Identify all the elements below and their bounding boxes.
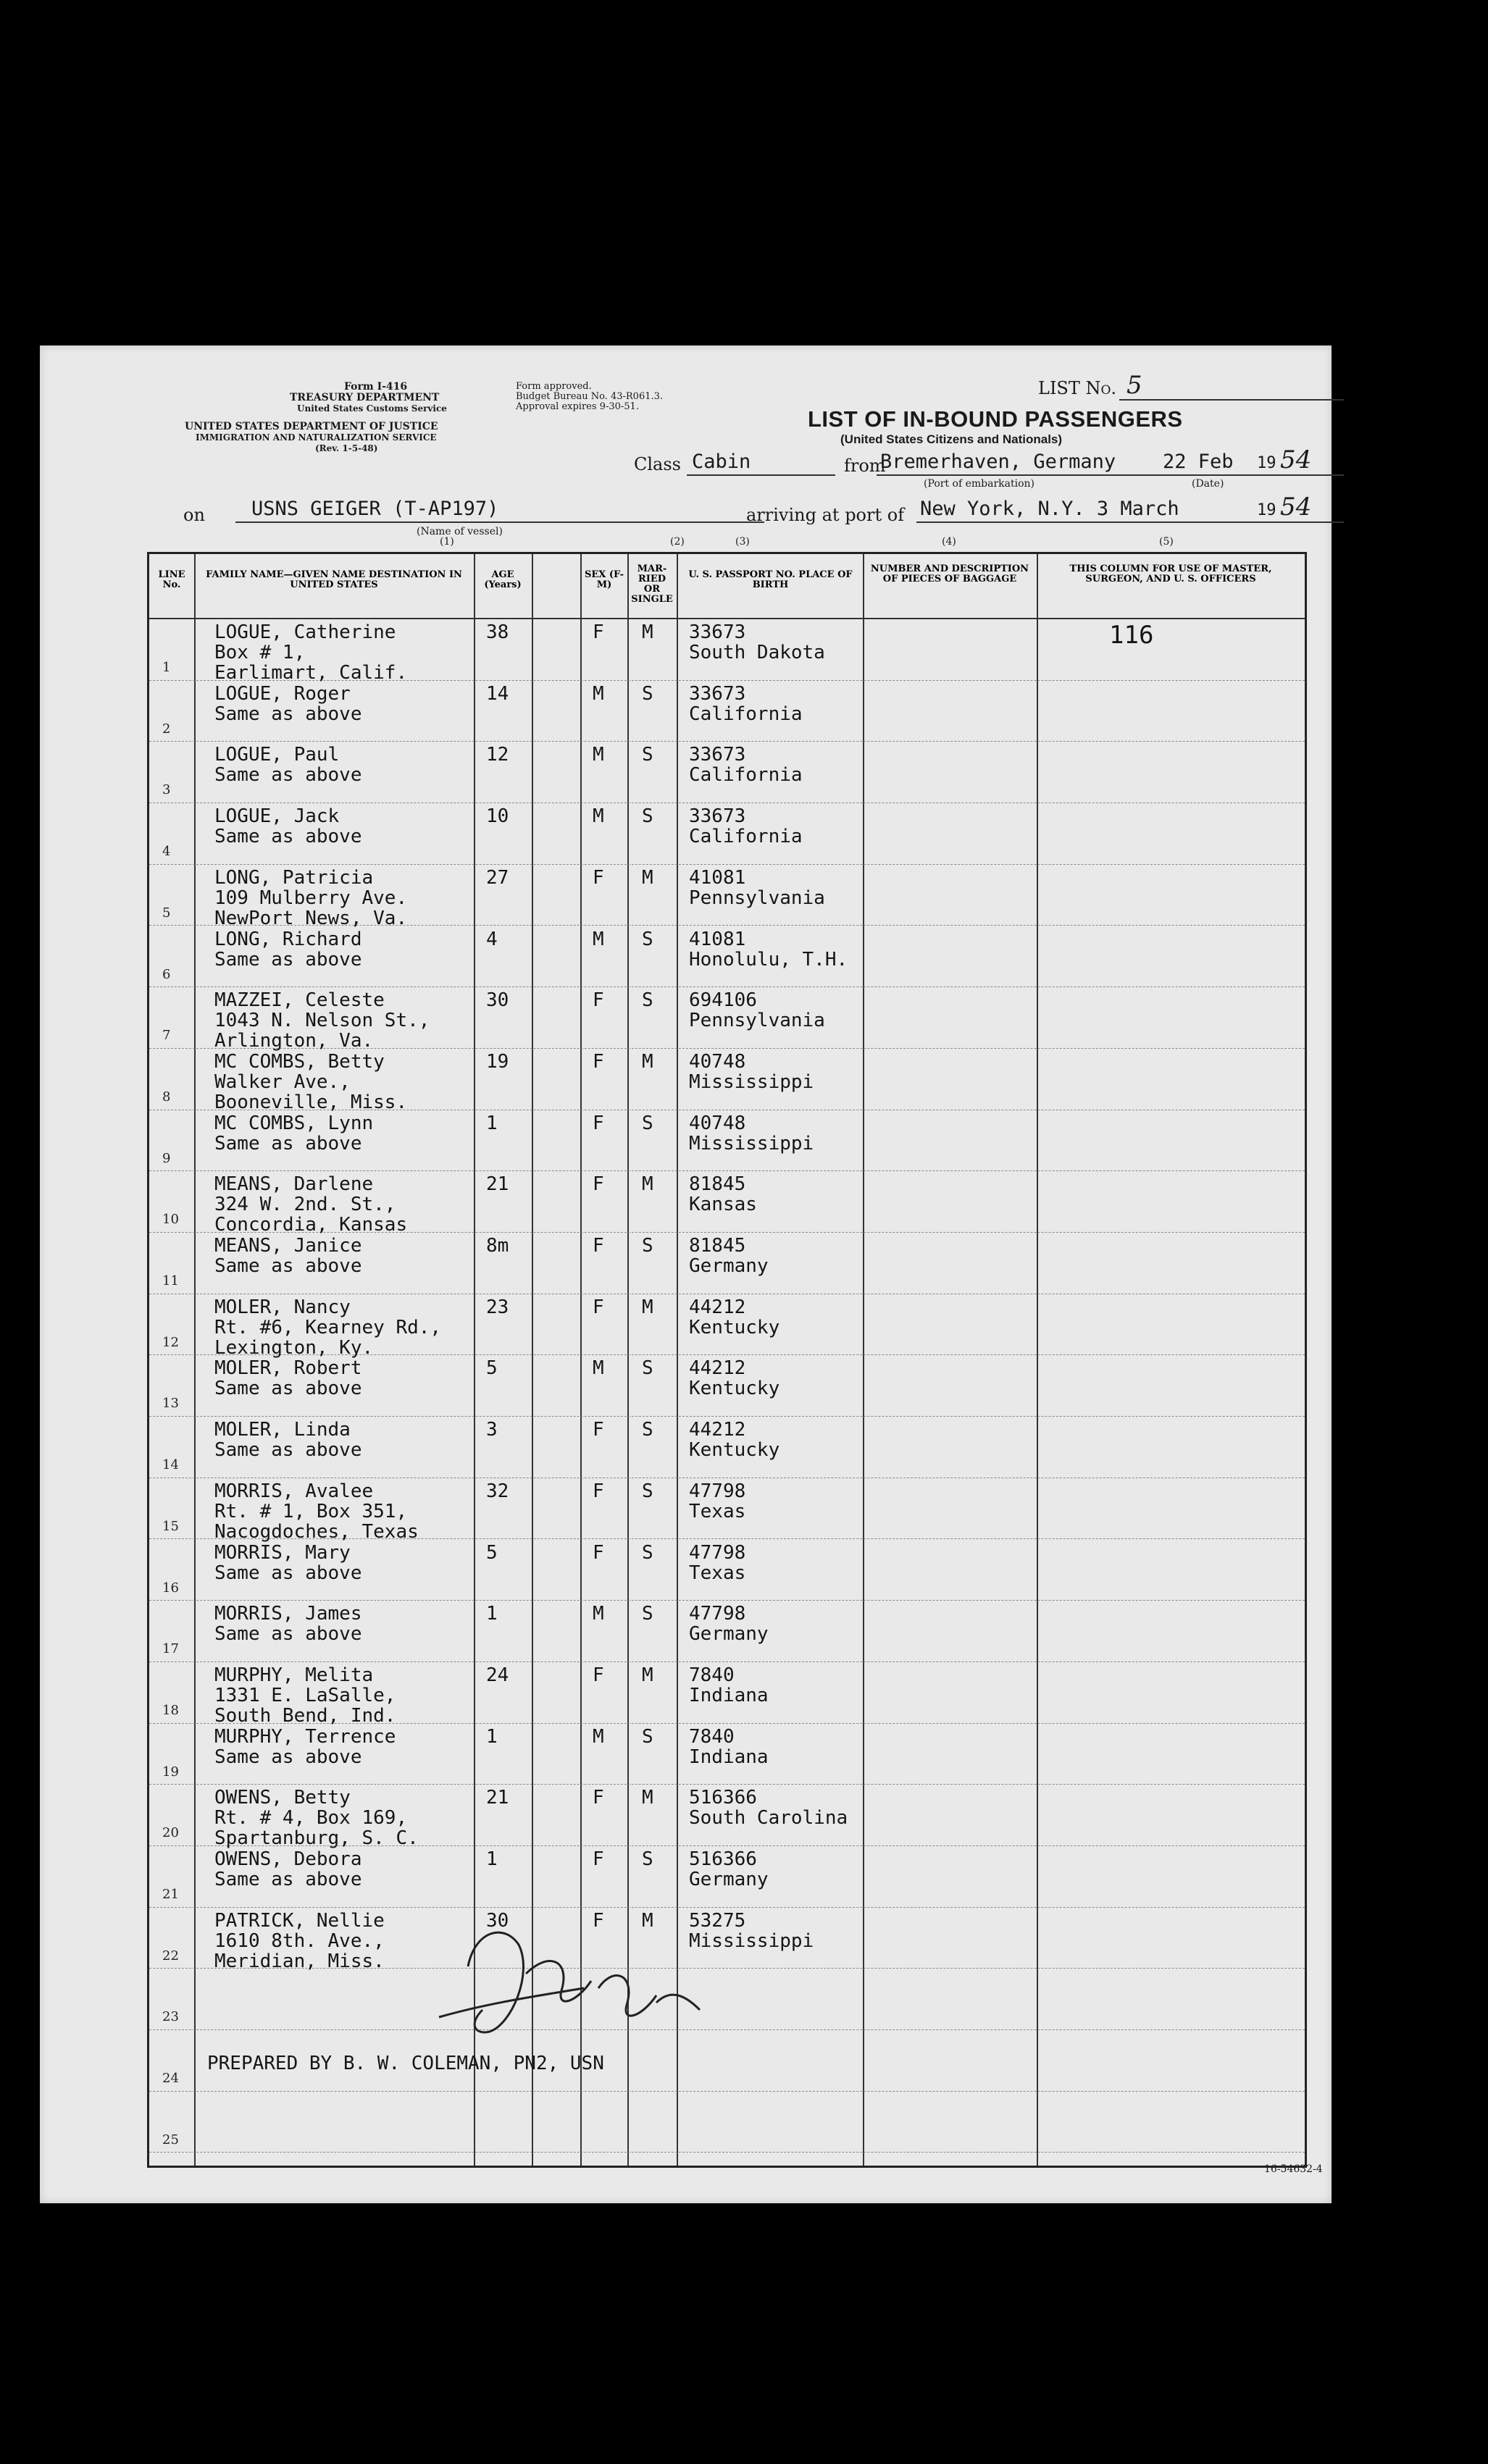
footer-code: 16-54632-4 <box>1264 2163 1323 2175</box>
destination-line: Same as above <box>214 764 362 787</box>
cap-3: (3) <box>735 536 750 548</box>
sex: F <box>593 1848 604 1870</box>
class-value: Cabin <box>692 451 751 473</box>
sex: F <box>593 1112 604 1134</box>
passport-number: 7840 <box>689 1664 735 1686</box>
line-number: 10 <box>162 1212 179 1228</box>
date-caption: (Date) <box>1192 478 1224 490</box>
destination-line: Meridian, Miss. <box>214 1950 385 1972</box>
passenger-name: MEANS, Darlene <box>214 1173 374 1196</box>
approval-3: Approval expires 9-30-51. <box>516 401 639 412</box>
line-number: 8 <box>162 1089 171 1105</box>
marital-status: M <box>642 1664 653 1686</box>
destination-line: Nacogdoches, Texas <box>214 1520 419 1543</box>
table-row <box>149 1724 1305 1785</box>
destination-line: Rt. # 1, Box 351, <box>214 1500 408 1522</box>
line-number: 17 <box>162 1641 179 1657</box>
destination-line: Rt. # 4, Box 169, <box>214 1807 408 1830</box>
col-officers: THIS COLUMN FOR USE OF MASTER, SURGEON, AND U. S. OFFICERS <box>1069 563 1272 584</box>
table-row <box>149 1110 1305 1172</box>
passport-number: 33673 <box>689 805 746 828</box>
marital-status: S <box>642 1235 653 1257</box>
marital-status: S <box>642 1480 653 1502</box>
approval-1: Form approved. <box>516 381 592 392</box>
passenger-name: MURPHY, Melita <box>214 1664 374 1686</box>
sex: M <box>593 928 604 950</box>
sex: F <box>593 621 604 643</box>
marital-status: S <box>642 1725 653 1748</box>
place-of-birth: Mississippi <box>689 1929 814 1952</box>
age: 21 <box>486 1787 509 1809</box>
place-of-birth: Germany <box>689 1255 769 1277</box>
sex: F <box>593 1480 604 1502</box>
passenger-name: MOLER, Nancy <box>214 1296 351 1318</box>
port-embarkation-caption: (Port of embarkation) <box>924 478 1035 490</box>
destination-line: Same as above <box>214 1132 362 1155</box>
sex: M <box>593 1357 604 1380</box>
age: 1 <box>486 1848 498 1870</box>
passenger-name: OWENS, Betty <box>214 1787 351 1809</box>
line-number: 2 <box>162 721 171 737</box>
table-row <box>149 1417 1305 1478</box>
destination-line: Spartanburg, S. C. <box>214 1827 419 1850</box>
passport-number: 40748 <box>689 1112 746 1134</box>
line-number: 5 <box>162 905 171 921</box>
table-row <box>149 1355 1305 1417</box>
marital-status: S <box>642 682 653 705</box>
marital-status: S <box>642 1419 653 1441</box>
sex: M <box>593 682 604 705</box>
officer-note: 116 <box>1109 621 1154 650</box>
sex: F <box>593 1909 604 1932</box>
cap-4: (4) <box>942 536 956 548</box>
marital-status: M <box>642 1173 653 1196</box>
line-number: 13 <box>162 1396 179 1412</box>
passenger-name: LOGUE, Roger <box>214 682 351 705</box>
line-number: 25 <box>162 2132 179 2147</box>
marital-status: M <box>642 866 653 889</box>
destination-line: Lexington, Ky. <box>214 1336 374 1359</box>
destination-line: NewPort News, Va. <box>214 907 408 929</box>
marital-status: S <box>642 805 653 828</box>
from-value: Bremerhaven, Germany <box>880 451 1116 473</box>
passport-number: 44212 <box>689 1357 746 1380</box>
sex: F <box>593 1050 604 1073</box>
age: 30 <box>486 989 509 1012</box>
table-row <box>149 1601 1305 1662</box>
line-number: 3 <box>162 782 171 798</box>
marital-status: M <box>642 1050 653 1073</box>
marital-status: M <box>642 1296 653 1318</box>
passenger-name: LOGUE, Catherine <box>214 621 396 643</box>
marital-status: S <box>642 989 653 1012</box>
col-passport: U. S. PASSPORT NO. PLACE OF BIRTH <box>688 569 853 590</box>
destination-line: 1043 N. Nelson St., <box>214 1010 430 1032</box>
age: 12 <box>486 744 509 766</box>
passport-number: 81845 <box>689 1235 746 1257</box>
from-year-prefix: 19 <box>1257 454 1276 472</box>
passenger-name: MORRIS, James <box>214 1603 362 1625</box>
line-number: 22 <box>162 1948 179 1964</box>
line-number: 21 <box>162 1887 179 1902</box>
passport-number: 516366 <box>689 1787 757 1809</box>
passport-number: 516366 <box>689 1848 757 1870</box>
place-of-birth: Mississippi <box>689 1132 814 1155</box>
cap-2: (2) <box>670 536 685 548</box>
destination-line: Concordia, Kansas <box>214 1214 408 1236</box>
passenger-name: MEANS, Janice <box>214 1235 362 1257</box>
sex: F <box>593 1664 604 1686</box>
marital-status: M <box>642 621 653 643</box>
table-row <box>149 1846 1305 1908</box>
passport-number: 7840 <box>689 1725 735 1748</box>
age: 4 <box>486 928 498 950</box>
passport-number: 47798 <box>689 1541 746 1564</box>
passenger-name: MORRIS, Mary <box>214 1541 351 1564</box>
sex: M <box>593 1725 604 1748</box>
passenger-name: MURPHY, Terrence <box>214 1725 396 1748</box>
passenger-name: MOLER, Linda <box>214 1419 351 1441</box>
approval-2: Budget Bureau No. 43-R061.3. <box>516 391 664 402</box>
table-row <box>149 1233 1305 1294</box>
age: 19 <box>486 1050 509 1073</box>
from-label: from <box>844 456 886 476</box>
line-number: 4 <box>162 844 171 860</box>
age: 5 <box>486 1541 498 1564</box>
passport-number: 44212 <box>689 1419 746 1441</box>
passport-number: 53275 <box>689 1909 746 1932</box>
destination-line: Box # 1, <box>214 642 306 663</box>
customs-service: United States Customs Service <box>297 403 447 414</box>
place-of-birth: California <box>689 826 803 848</box>
marital-status: M <box>642 1787 653 1809</box>
passport-number: 44212 <box>689 1296 746 1318</box>
sex: F <box>593 989 604 1012</box>
destination-line: Same as above <box>214 1746 362 1768</box>
line-number: 16 <box>162 1580 179 1596</box>
line-number: 12 <box>162 1334 179 1350</box>
age: 23 <box>486 1296 509 1318</box>
table-row <box>149 2092 1305 2153</box>
table-row <box>149 1785 1305 1850</box>
signature <box>425 1916 743 2046</box>
table-row <box>149 1662 1305 1727</box>
list-label: LIST No. <box>1038 378 1117 398</box>
destination-line: Rt. #6, Kearney Rd., <box>214 1316 442 1338</box>
table-row <box>149 1049 1305 1113</box>
destination-line: 1331 E. LaSalle, <box>214 1684 396 1706</box>
marital-status: S <box>642 744 653 766</box>
age: 8m <box>486 1235 509 1257</box>
table-row <box>149 926 1305 988</box>
place-of-birth: California <box>689 764 803 787</box>
passenger-name: OWENS, Debora <box>214 1848 362 1870</box>
age: 14 <box>486 682 509 705</box>
table-row <box>149 1171 1305 1236</box>
place-of-birth: Pennsylvania <box>689 887 825 909</box>
age: 38 <box>486 621 509 643</box>
line-number: 11 <box>162 1273 179 1288</box>
line-number: 18 <box>162 1702 179 1718</box>
destination-line: 324 W. 2nd. St., <box>214 1194 396 1216</box>
place-of-birth: Indiana <box>689 1684 769 1706</box>
destination-line: 109 Mulberry Ave. <box>214 887 408 909</box>
passport-number: 41081 <box>689 866 746 889</box>
col-married: MAR-RIED OR SINGLE <box>631 563 673 605</box>
passenger-name: LONG, Patricia <box>214 866 374 889</box>
destination-line: Same as above <box>214 1255 362 1277</box>
col-baggage: NUMBER AND DESCRIPTION OF PIECES OF BAGGAGE <box>870 563 1029 584</box>
arriving-label: arriving at port of <box>746 505 905 525</box>
line-number: 19 <box>162 1764 179 1780</box>
passenger-name: MORRIS, Avalee <box>214 1480 374 1502</box>
destination-line: Same as above <box>214 826 362 848</box>
line-number: 23 <box>162 2009 179 2025</box>
destination-line: Same as above <box>214 1623 362 1646</box>
age: 1 <box>486 1725 498 1748</box>
sex: F <box>593 1173 604 1196</box>
table-row <box>149 987 1305 1052</box>
passport-number: 33673 <box>689 682 746 705</box>
table-row <box>149 803 1305 865</box>
age: 30 <box>486 1909 509 1932</box>
destination-line: South Bend, Ind. <box>214 1704 396 1727</box>
destination-line: Walker Ave., <box>214 1070 351 1093</box>
age: 10 <box>486 805 509 828</box>
ins: IMMIGRATION AND NATURALIZATION SERVICE <box>196 432 437 443</box>
table-row <box>149 742 1305 803</box>
passport-number: 33673 <box>689 744 746 766</box>
sex: F <box>593 1787 604 1809</box>
passport-number: 47798 <box>689 1603 746 1625</box>
table-row <box>149 1540 1305 1601</box>
form-subtitle: (United States Citizens and Nationals) <box>840 432 1063 446</box>
revision: (Rev. 1-5-48) <box>315 443 378 453</box>
age: 27 <box>486 866 509 889</box>
sex: M <box>593 805 604 828</box>
place-of-birth: Germany <box>689 1623 769 1646</box>
passenger-name: MC COMBS, Betty <box>214 1050 385 1073</box>
line-number: 24 <box>162 2071 179 2087</box>
destination-line: Same as above <box>214 1562 362 1584</box>
passenger-name: LONG, Richard <box>214 928 362 950</box>
on-label: on <box>183 505 205 525</box>
marital-status: S <box>642 1541 653 1564</box>
place-of-birth: South Carolina <box>689 1807 848 1830</box>
cap-5: (5) <box>1159 536 1174 548</box>
age: 21 <box>486 1173 509 1196</box>
destination-line: Same as above <box>214 1869 362 1890</box>
destination-line: Arlington, Va. <box>214 1030 374 1052</box>
sex: F <box>593 1419 604 1441</box>
marital-status: S <box>642 928 653 950</box>
table-row <box>149 1294 1305 1359</box>
list-number: 5 <box>1127 371 1142 400</box>
line-number: 15 <box>162 1518 179 1534</box>
place-of-birth: California <box>689 703 803 725</box>
class-label: Class <box>634 454 681 474</box>
place-of-birth: Pennsylvania <box>689 1010 825 1032</box>
line-number: 1 <box>162 660 171 675</box>
arrival-port: New York, N.Y. 3 March <box>920 498 1179 520</box>
line-number: 6 <box>162 966 171 982</box>
line-number: 9 <box>162 1150 171 1166</box>
passport-number: 81845 <box>689 1173 746 1196</box>
sex: M <box>593 744 604 766</box>
marital-status: S <box>642 1603 653 1625</box>
line-number: 7 <box>162 1028 171 1044</box>
treasury-department: TREASURY DEPARTMENT <box>290 392 440 403</box>
passport-number: 40748 <box>689 1050 746 1073</box>
prepared-by: PREPARED BY B. W. COLEMAN, PN2, USN <box>207 2053 604 2074</box>
passenger-name: MOLER, Robert <box>214 1357 362 1380</box>
age: 32 <box>486 1480 509 1502</box>
destination-line: Same as above <box>214 703 362 725</box>
passenger-name: MAZZEI, Celeste <box>214 989 385 1012</box>
marital-status: S <box>642 1848 653 1870</box>
sex: M <box>593 1603 604 1625</box>
passport-number: 33673 <box>689 621 746 643</box>
cap-1: (1) <box>440 536 454 548</box>
age: 1 <box>486 1603 498 1625</box>
dept-justice: UNITED STATES DEPARTMENT OF JUSTICE <box>185 421 438 432</box>
place-of-birth: Indiana <box>689 1746 769 1768</box>
place-of-birth: Kansas <box>689 1194 757 1216</box>
table-row <box>149 619 1305 684</box>
sex: F <box>593 866 604 889</box>
place-of-birth: Kentucky <box>689 1439 780 1462</box>
sex: F <box>593 1296 604 1318</box>
passport-number: 41081 <box>689 928 746 950</box>
destination-line: Same as above <box>214 948 362 971</box>
passport-number: 47798 <box>689 1480 746 1502</box>
sex: F <box>593 1235 604 1257</box>
arrival-year-prefix: 19 <box>1257 501 1276 519</box>
passenger-table <box>147 552 1307 2168</box>
age: 1 <box>486 1112 498 1134</box>
destination-line: Booneville, Miss. <box>214 1091 408 1113</box>
place-of-birth: Texas <box>689 1562 746 1584</box>
line-number: 14 <box>162 1457 179 1473</box>
sex: F <box>593 1541 604 1564</box>
form-title: LIST OF IN-BOUND PASSENGERS <box>808 406 1183 432</box>
form-number: Form I-416 <box>344 381 408 393</box>
age: 3 <box>486 1419 498 1441</box>
age: 24 <box>486 1664 509 1686</box>
place-of-birth: Kentucky <box>689 1316 780 1338</box>
place-of-birth: South Dakota <box>689 642 825 663</box>
passport-number: 694106 <box>689 989 757 1012</box>
place-of-birth: Honolulu, T.H. <box>689 948 848 971</box>
col-line: LINE No. <box>158 569 185 590</box>
from-year: 54 <box>1280 445 1312 474</box>
line-number: 20 <box>162 1825 179 1841</box>
col-age: AGE (Years) <box>484 569 522 590</box>
col-name: FAMILY NAME—GIVEN NAME DESTINATION IN UNITED STATES <box>206 569 462 590</box>
destination-line: Same as above <box>214 1439 362 1462</box>
destination-line: Earlimart, Calif. <box>214 662 408 684</box>
table-row <box>149 681 1305 742</box>
marital-status: S <box>642 1112 653 1134</box>
destination-line: 1610 8th. Ave., <box>214 1929 385 1952</box>
age: 5 <box>486 1357 498 1380</box>
vessel-caption: (Name of vessel) <box>417 526 503 537</box>
vessel-name: USNS GEIGER (T-AP197) <box>251 498 499 520</box>
col-sex: SEX (F-M) <box>584 569 624 590</box>
arrival-year: 54 <box>1280 493 1312 521</box>
marital-status: M <box>642 1909 653 1932</box>
table-row <box>149 1478 1305 1543</box>
destination-line: Same as above <box>214 1378 362 1400</box>
passenger-name: LOGUE, Paul <box>214 744 340 766</box>
place-of-birth: Texas <box>689 1500 746 1522</box>
from-date: 22 Feb <box>1163 451 1234 473</box>
marital-status: S <box>642 1357 653 1380</box>
place-of-birth: Germany <box>689 1869 769 1890</box>
passenger-name: LOGUE, Jack <box>214 805 340 828</box>
table-row <box>149 865 1305 929</box>
passenger-name: PATRICK, Nellie <box>214 1909 385 1932</box>
place-of-birth: Kentucky <box>689 1378 780 1400</box>
passenger-name: MC COMBS, Lynn <box>214 1112 374 1134</box>
place-of-birth: Mississippi <box>689 1070 814 1093</box>
